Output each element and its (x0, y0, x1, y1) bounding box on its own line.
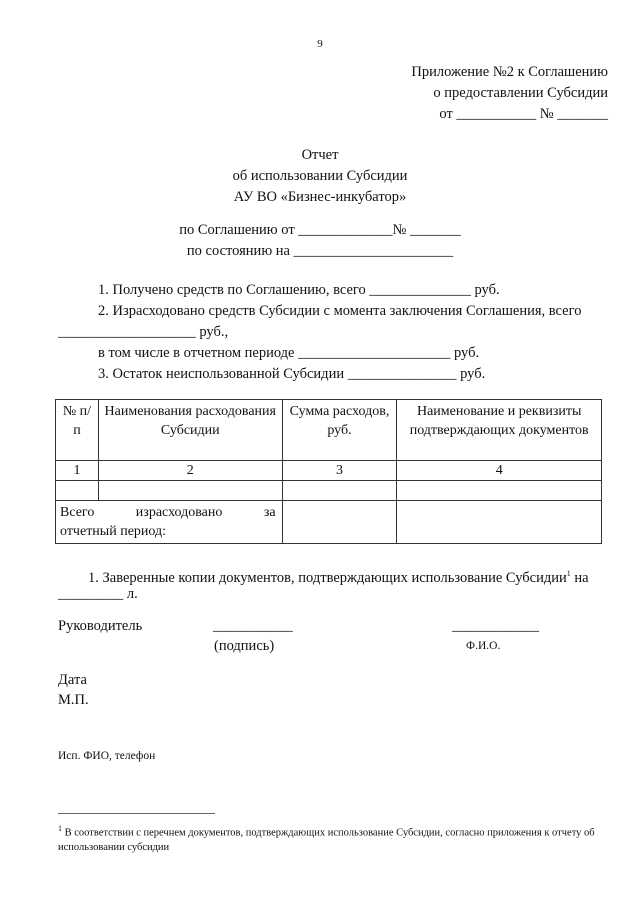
total-line: отчетный период: (60, 524, 167, 539)
header-documents: Наименование и реквизиты подтверждающих документов (397, 400, 602, 461)
total-word: Всего (60, 505, 95, 520)
item-spent-period: в том числе в отчетном периоде _____________________ руб. (98, 345, 480, 361)
agreement-line: по Соглашению от _____________№ _______ (179, 222, 461, 238)
agreement-line: по состоянию на ______________________ (186, 243, 454, 259)
footnote (58, 822, 610, 855)
total-word: израсходовано (135, 505, 223, 520)
copies-note (88, 563, 589, 589)
annex-header (411, 62, 608, 125)
signature-line: ___________ (213, 618, 293, 634)
footnote-mark: 1 (58, 824, 62, 833)
header-number: № п/п (56, 400, 99, 461)
date-label: Дата (58, 672, 87, 688)
table-row (56, 481, 602, 501)
table-row (56, 461, 602, 481)
annex-line: от ___________ № _______ (439, 106, 608, 122)
annex-line: о предоставлении Субсидии (433, 85, 608, 101)
col-number-cell: 2 (98, 461, 282, 481)
footnote-ref: 1 (566, 569, 571, 578)
footnote-separator (58, 813, 215, 814)
total-amount-cell (282, 501, 397, 544)
table-cell (56, 481, 99, 501)
agreement-block (0, 220, 640, 262)
title-line: Отчет (301, 147, 339, 163)
executor-label: Исп. ФИО, телефон (58, 750, 156, 762)
copies-pages: _________ л. (58, 586, 138, 602)
page-number: 9 (317, 38, 323, 50)
table-cell (397, 481, 602, 501)
fio-caption: Ф.И.О. (466, 640, 501, 652)
report-title (0, 145, 640, 208)
item-received: 1. Получено средств по Соглашению, всего ______________ руб. (98, 282, 500, 298)
signature-caption: (подпись) (214, 638, 275, 654)
item-spent-amount: ___________________ руб., (58, 324, 229, 340)
col-number-cell: 3 (282, 461, 397, 481)
title-line: об использовании Субсидии (232, 168, 408, 184)
table-cell (282, 481, 397, 501)
expenses-table (55, 399, 602, 544)
col-number-cell: 1 (56, 461, 99, 481)
header-amount: Сумма расходов, руб. (282, 400, 397, 461)
total-docs-cell (397, 501, 602, 544)
annex-line: Приложение №2 к Соглашению (411, 64, 608, 80)
stamp-label: М.П. (58, 692, 89, 708)
col-number-cell: 4 (397, 461, 602, 481)
total-label (56, 501, 283, 544)
table-total-row (56, 501, 602, 544)
table-header-row (56, 400, 602, 461)
copies-tail: на (570, 569, 589, 586)
table-cell (98, 481, 282, 501)
item-spent: 2. Израсходовано средств Субсидии с момента заключения Соглашения, всего (98, 303, 582, 319)
fio-line: ____________ (452, 618, 539, 634)
copies-text: 1. Заверенные копии документов, подтверждающих использование Субсидии (88, 569, 567, 586)
total-word: за (263, 505, 276, 520)
item-remainder: 3. Остаток неиспользованной Субсидии _______________ руб. (98, 366, 486, 382)
header-expense-name: Наименования расходования Субсидии (98, 400, 282, 461)
head-label: Руководитель (58, 618, 143, 634)
title-line: АУ ВО «Бизнес-инкубатор» (233, 189, 407, 205)
footnote-text: В соответствии с перечнем документов, подтверждающих использование Субсидии, согласно приложения к отчету об использовании субсидии (58, 827, 595, 853)
